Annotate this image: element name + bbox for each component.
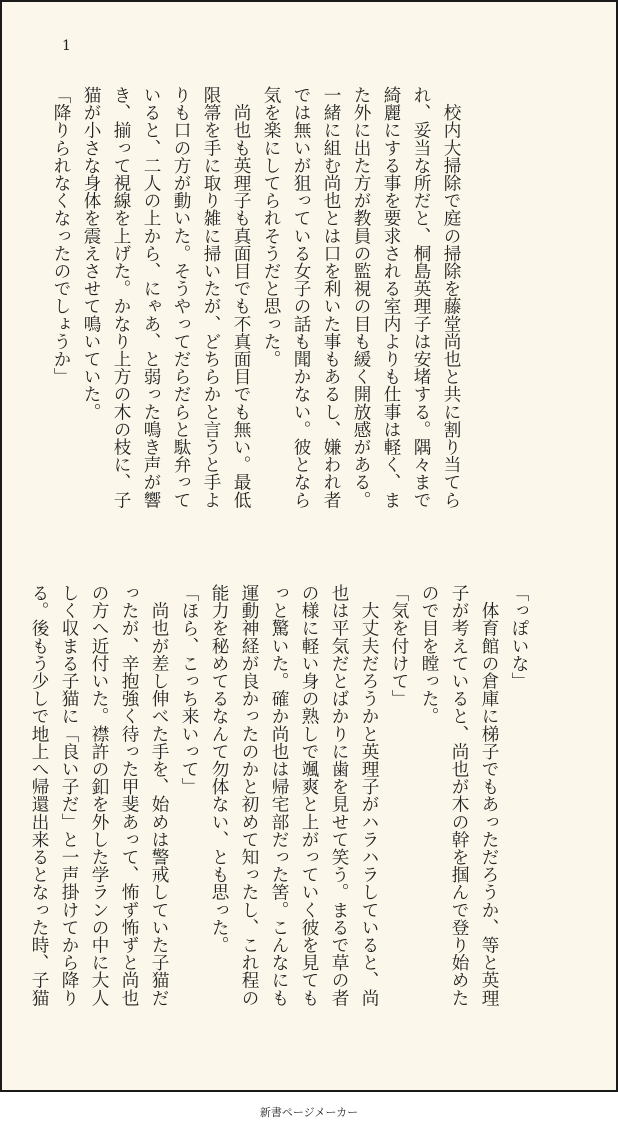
text-line: いると、二人の上から、にゃあ、と弱った鳴き声が響 [141, 86, 161, 509]
text-line: 運動神経が良かったのかと初めて知ったし、これ程の [239, 584, 259, 1007]
text-line: 「ほら、こっち来いって」 [179, 584, 199, 796]
text-line: っと驚いた。確か尚也は帰宅部だった筈。こんなにも [269, 584, 289, 1007]
text-line: 子が考えていると、尚也が木の幹を掴んで登り始めた [449, 584, 469, 1007]
text-line: しく収まる子猫に「良い子だ」と一声掛けてから降り [59, 584, 79, 1007]
text-line: 「っぽいな」 [509, 584, 529, 690]
text-line: ので目を瞠った。 [419, 584, 439, 725]
text-line: れ、妥当な所だと、桐島英理子は安堵する。隅々まで [411, 86, 431, 509]
text-line: ったが、辛抱強く待った甲斐あって、怖ず怖ずと尚也 [119, 584, 139, 1007]
page-number: 1 [62, 38, 71, 54]
text-line: 一緒に組む尚也とは口を利いた事もあるし、嫌われ者 [321, 86, 341, 509]
upper-text-block [46, 86, 466, 526]
text-line: 校内大掃除で庭の掃除を藤堂尚也と共に割り当てら [441, 86, 461, 509]
text-line: 猫が小さな身体を震えさせて鳴いていた。 [81, 86, 101, 421]
text-line: では無いが狙っている女子の話も聞かない。彼となら [291, 86, 311, 509]
text-line: 体育館の倉庫に梯子でもあっただろうか、等と英理 [479, 584, 499, 1007]
text-line: 限箒を手に取り雑に掃いたが、どちらかと言うと手よ [201, 86, 221, 509]
text-line: 尚也が差し伸べた手を、始めは警戒していた子猫だ [149, 584, 169, 1007]
text-line: の方へ近付いた。襟許の釦を外した学ランの中に大人 [89, 584, 109, 1007]
text-line: りも口の方が動いた。そうやってだらだらと駄弁って [171, 86, 191, 509]
footer-label: 新書ページメーカー [259, 1106, 359, 1119]
lower-text-block [24, 584, 534, 1024]
text-line: 「気を付けて」 [389, 584, 409, 708]
text-line: の様に軽い身の熟しで颯爽と上がっていく彼を見ても [299, 584, 319, 1007]
text-line: る。後もう少しで地上へ帰還出来るとなった時、子猫 [29, 584, 49, 1007]
text-line: 「降りられなくなったのでしょうか」 [51, 86, 71, 386]
text-line: た外に出た方が教員の監視の目も緩く開放感がある。 [351, 86, 371, 509]
text-line: 尚也も英理子も真面目でも不真面目でも無い。最低 [231, 86, 251, 509]
text-line: 也は平気だとばかりに歯を見せて笑う。まるで草の者 [329, 584, 349, 1007]
text-line: 大丈夫だろうかと英理子がハラハラしていると、尚 [359, 584, 379, 1007]
text-line: 綺麗にする事を要求される室内よりも仕事は軽く、ま [381, 86, 401, 509]
text-line: 気を楽にしてられそうだと思った。 [261, 86, 281, 368]
text-line: き、揃って視線を上げた。かなり上方の木の枝に、子 [111, 86, 131, 509]
text-line: 能力を秘めてるなんて勿体ない、とも思った。 [209, 584, 229, 954]
